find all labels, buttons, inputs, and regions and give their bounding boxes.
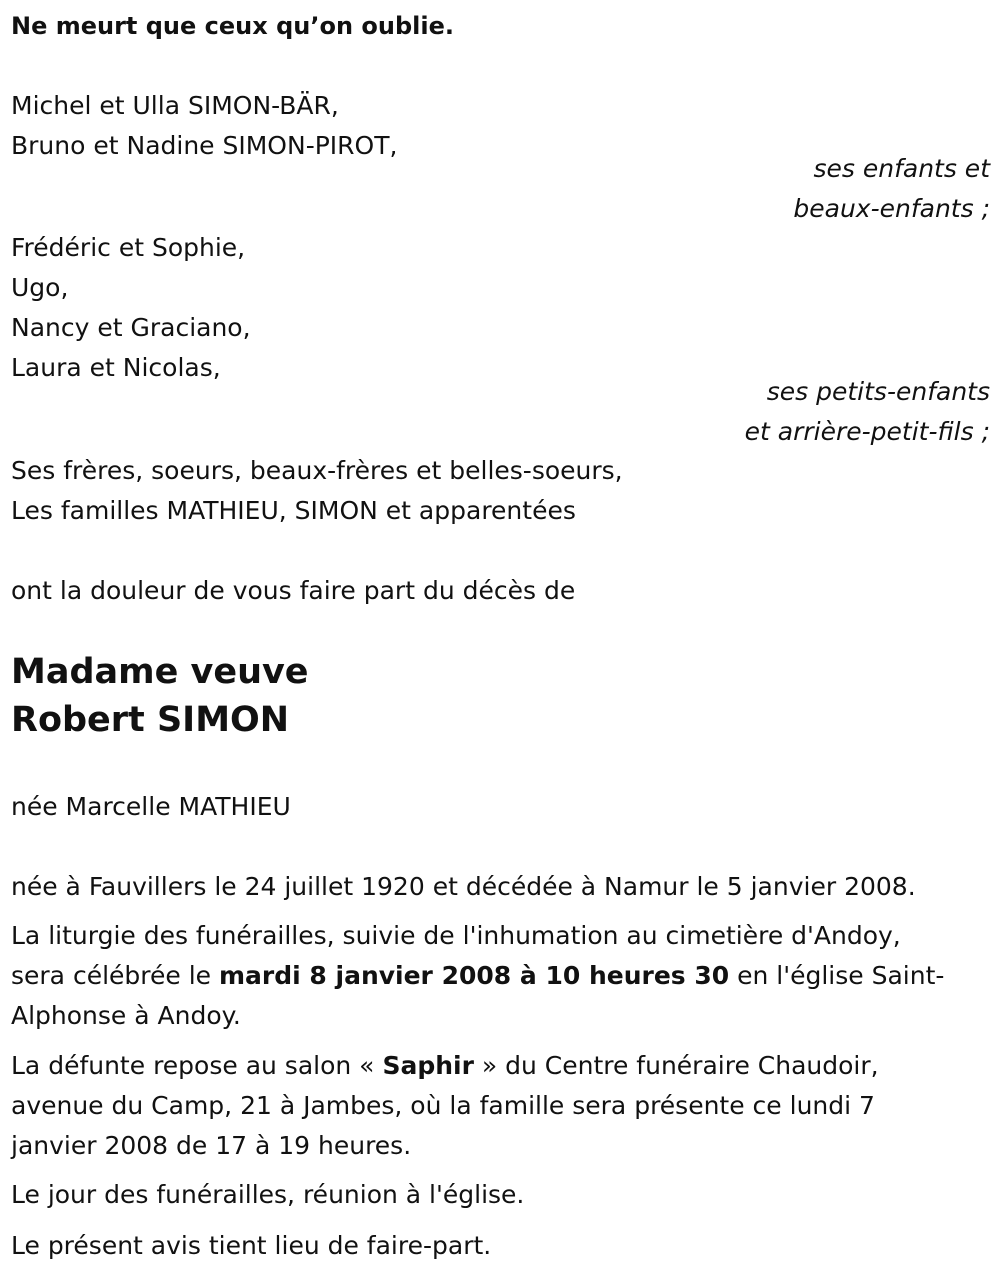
children-role-line-1: ses enfants et <box>813 154 990 183</box>
children-role-line-2: beaux-enfants ; <box>793 194 990 223</box>
grandchild-line-3: Nancy et Graciano, <box>11 313 251 342</box>
grandchild-line-1: Frédéric et Sophie, <box>11 233 246 262</box>
grandchild-line-4: Laura et Nicolas, <box>11 353 221 382</box>
grandchildren-role-line-2: et arrière-petit-fils ; <box>744 417 990 446</box>
epigraph: Ne meurt que ceux qu’on oublie. <box>11 12 454 40</box>
funeral-datetime: mardi 8 janvier 2008 à 10 heures 30 <box>218 961 730 990</box>
birth-death-info: née à Fauvillers le 24 juillet 1920 et décédée à Namur le 5 janvier 2008. <box>11 872 916 901</box>
grandchild-line-2: Ugo, <box>11 273 69 302</box>
announcement: ont la douleur de vous faire part du décès de <box>11 576 576 605</box>
family-line-2: Les familles MATHIEU, SIMON et apparentées <box>11 496 576 525</box>
family-line-1: Ses frères, soeurs, beaux-frères et belles-soeurs, <box>11 456 623 485</box>
deceased-name-line-1: Madame veuve <box>11 652 309 692</box>
repose-line-1: La défunte repose au salon « Saphir » du Centre funéraire Chaudoir, <box>11 1051 879 1080</box>
repose-line-3: janvier 2008 de 17 à 19 heures. <box>11 1131 412 1160</box>
notice-info: Le présent avis tient lieu de faire-part. <box>11 1231 492 1260</box>
liturgy-line-2: sera célébrée le mardi 8 janvier 2008 à 10 heures 30 en l'église Saint- <box>11 961 945 990</box>
deceased-name-line-2: Robert SIMON <box>11 700 290 740</box>
child-line-1: Michel et Ulla SIMON-BÄR, <box>11 91 339 120</box>
maiden-name: née Marcelle MATHIEU <box>11 792 291 821</box>
liturgy-line-3: Alphonse à Andoy. <box>11 1001 241 1030</box>
child-line-2: Bruno et Nadine SIMON-PIROT, <box>11 131 398 160</box>
grandchildren-role-line-1: ses petits-enfants <box>766 377 990 406</box>
liturgy-line-1: La liturgie des funérailles, suivie de l'inhumation au cimetière d'Andoy, <box>11 921 901 950</box>
salon-name: Saphir <box>382 1051 474 1080</box>
repose-line-2: avenue du Camp, 21 à Jambes, où la famille sera présente ce lundi 7 <box>11 1091 875 1120</box>
meeting-info: Le jour des funérailles, réunion à l'église. <box>11 1180 525 1209</box>
